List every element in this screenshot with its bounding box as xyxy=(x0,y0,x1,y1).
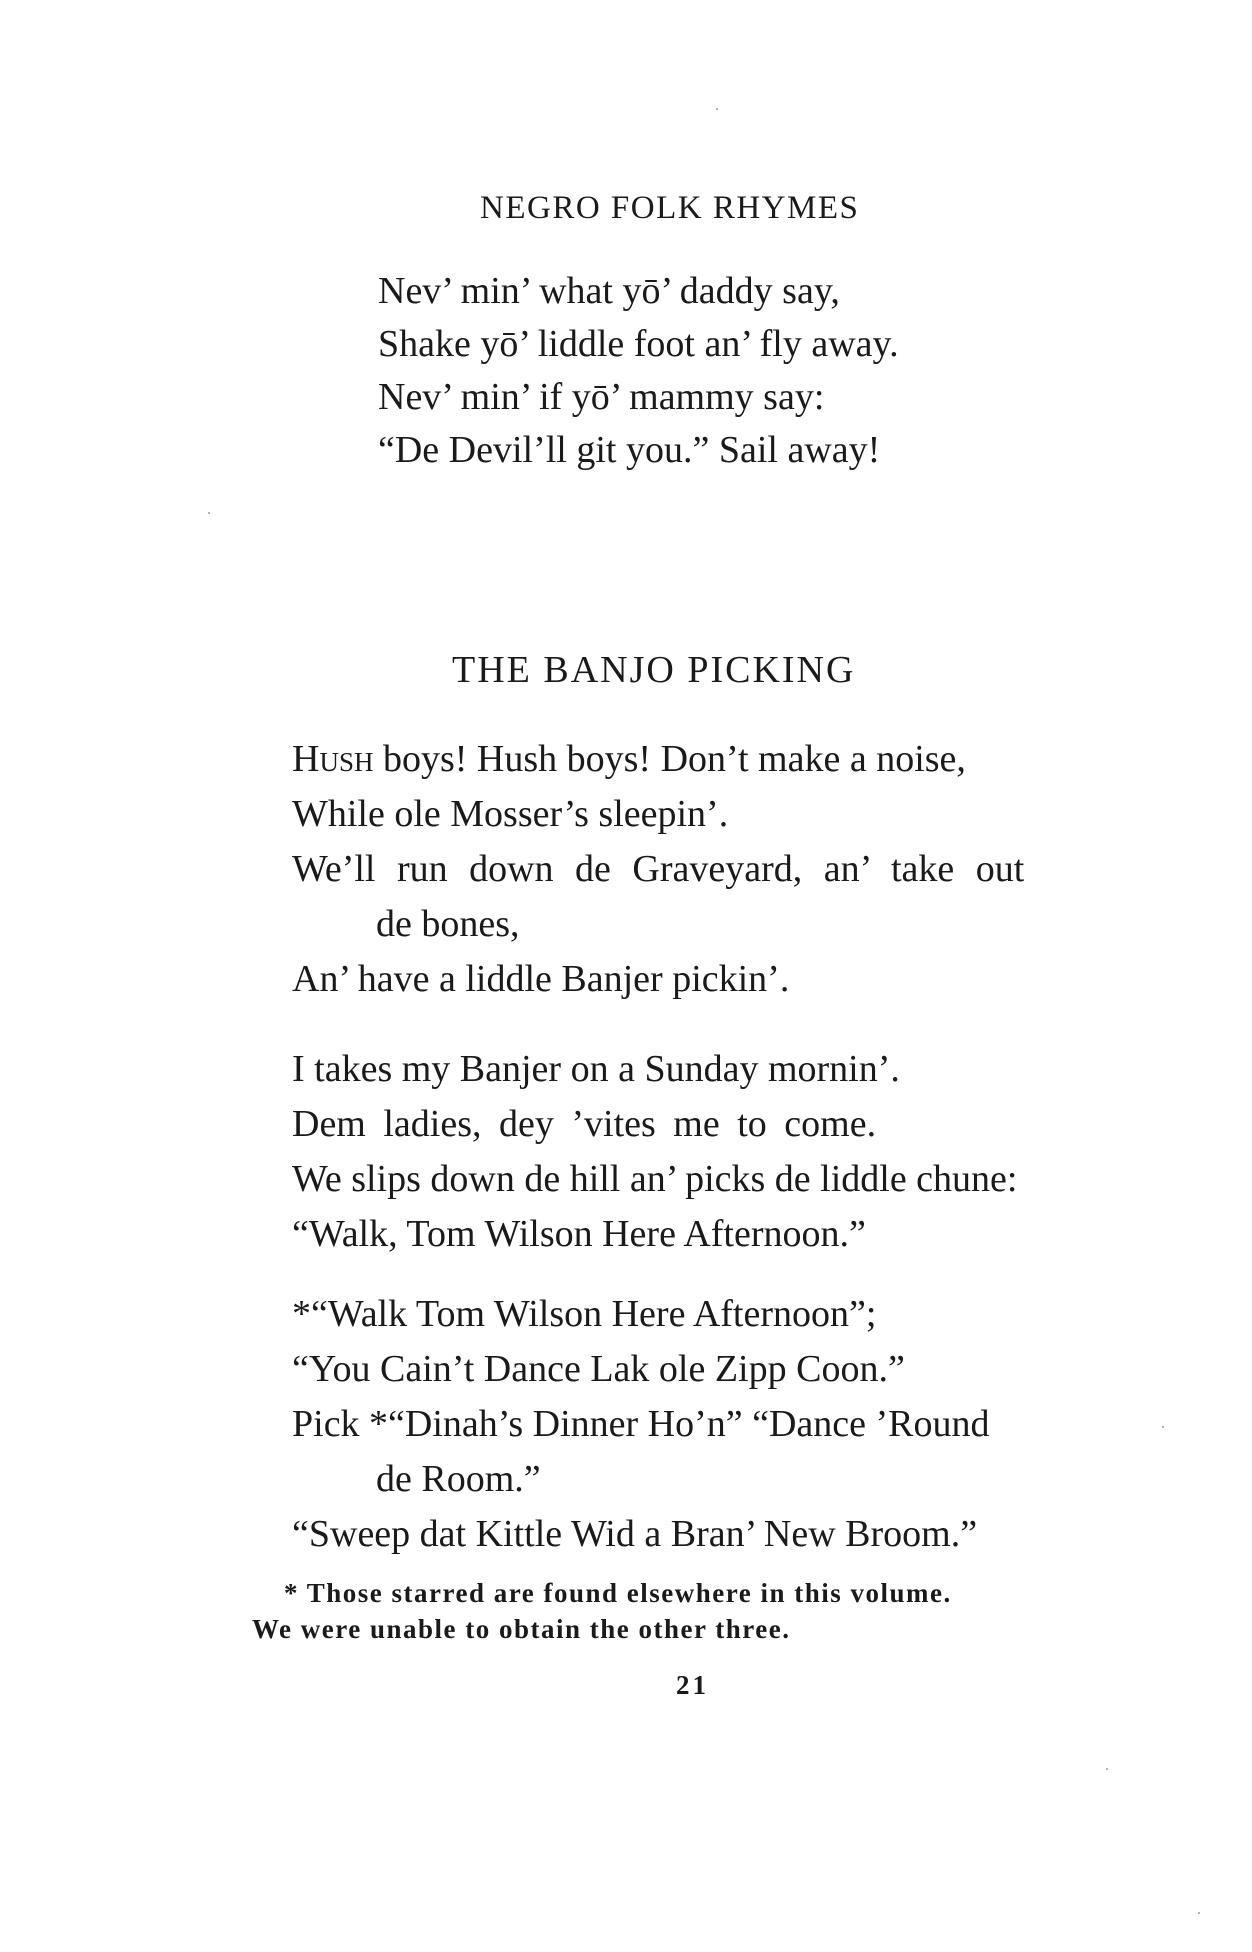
stanza-line: Nev’ min’ if yō’ mammy say: xyxy=(378,376,825,418)
stanza-line: “Sweep dat Kittle Wid a Bran’ New Broom.” xyxy=(292,1513,978,1555)
scan-speck xyxy=(1106,1768,1108,1770)
stanza-line: Pick *“Dinah’s Dinner Ho’n” “Dance ’Round xyxy=(292,1403,990,1445)
stanza-line: Dem ladies, dey ’vites me to come. xyxy=(292,1103,877,1145)
scan-speck xyxy=(1198,1912,1200,1914)
scan-speck xyxy=(1162,1426,1164,1428)
page-number: 21 xyxy=(676,1670,709,1700)
stanza-line: While ole Mosser’s sleepin’. xyxy=(292,793,729,835)
stanza-line: We’ll run down de Graveyard, an’ take out xyxy=(292,848,1025,890)
first-line-rest: boys! Hush boys! Don’t make a noise, xyxy=(373,738,966,780)
stanza-line: “Walk, Tom Wilson Here Afternoon.” xyxy=(292,1213,866,1255)
footnote-line: * Those starred are found elsewhere in this volume. xyxy=(284,1578,952,1608)
first-word: Hush xyxy=(292,738,374,780)
stanza-line-continuation: de bones, xyxy=(376,903,520,945)
scan-speck xyxy=(716,108,718,110)
scan-speck xyxy=(208,512,210,514)
footnote-line: We were unable to obtain the other three. xyxy=(252,1614,791,1644)
stanza-line: I takes my Banjer on a Sunday mornin’. xyxy=(292,1048,900,1090)
stanza-line-continuation: de Room.” xyxy=(376,1458,541,1500)
rhyme-title: THE BANJO PICKING xyxy=(452,649,856,691)
stanza-line: “De Devil’ll git you.” Sail away! xyxy=(378,429,881,471)
stanza-line xyxy=(292,740,966,778)
stanza-line: Nev’ min’ what yō’ daddy say, xyxy=(378,270,840,312)
stanza-line: An’ have a liddle Banjer pickin’. xyxy=(292,958,790,1000)
stanza-line: “You Cain’t Dance Lak ole Zipp Coon.” xyxy=(292,1348,905,1390)
running-head: NEGRO FOLK RHYMES xyxy=(480,190,860,226)
stanza-line: Shake yō’ liddle foot an’ fly away. xyxy=(378,323,899,365)
stanza-line: *“Walk Tom Wilson Here Afternoon”; xyxy=(292,1293,877,1335)
stanza-line: We slips down de hill an’ picks de liddle chune: xyxy=(292,1158,1018,1200)
